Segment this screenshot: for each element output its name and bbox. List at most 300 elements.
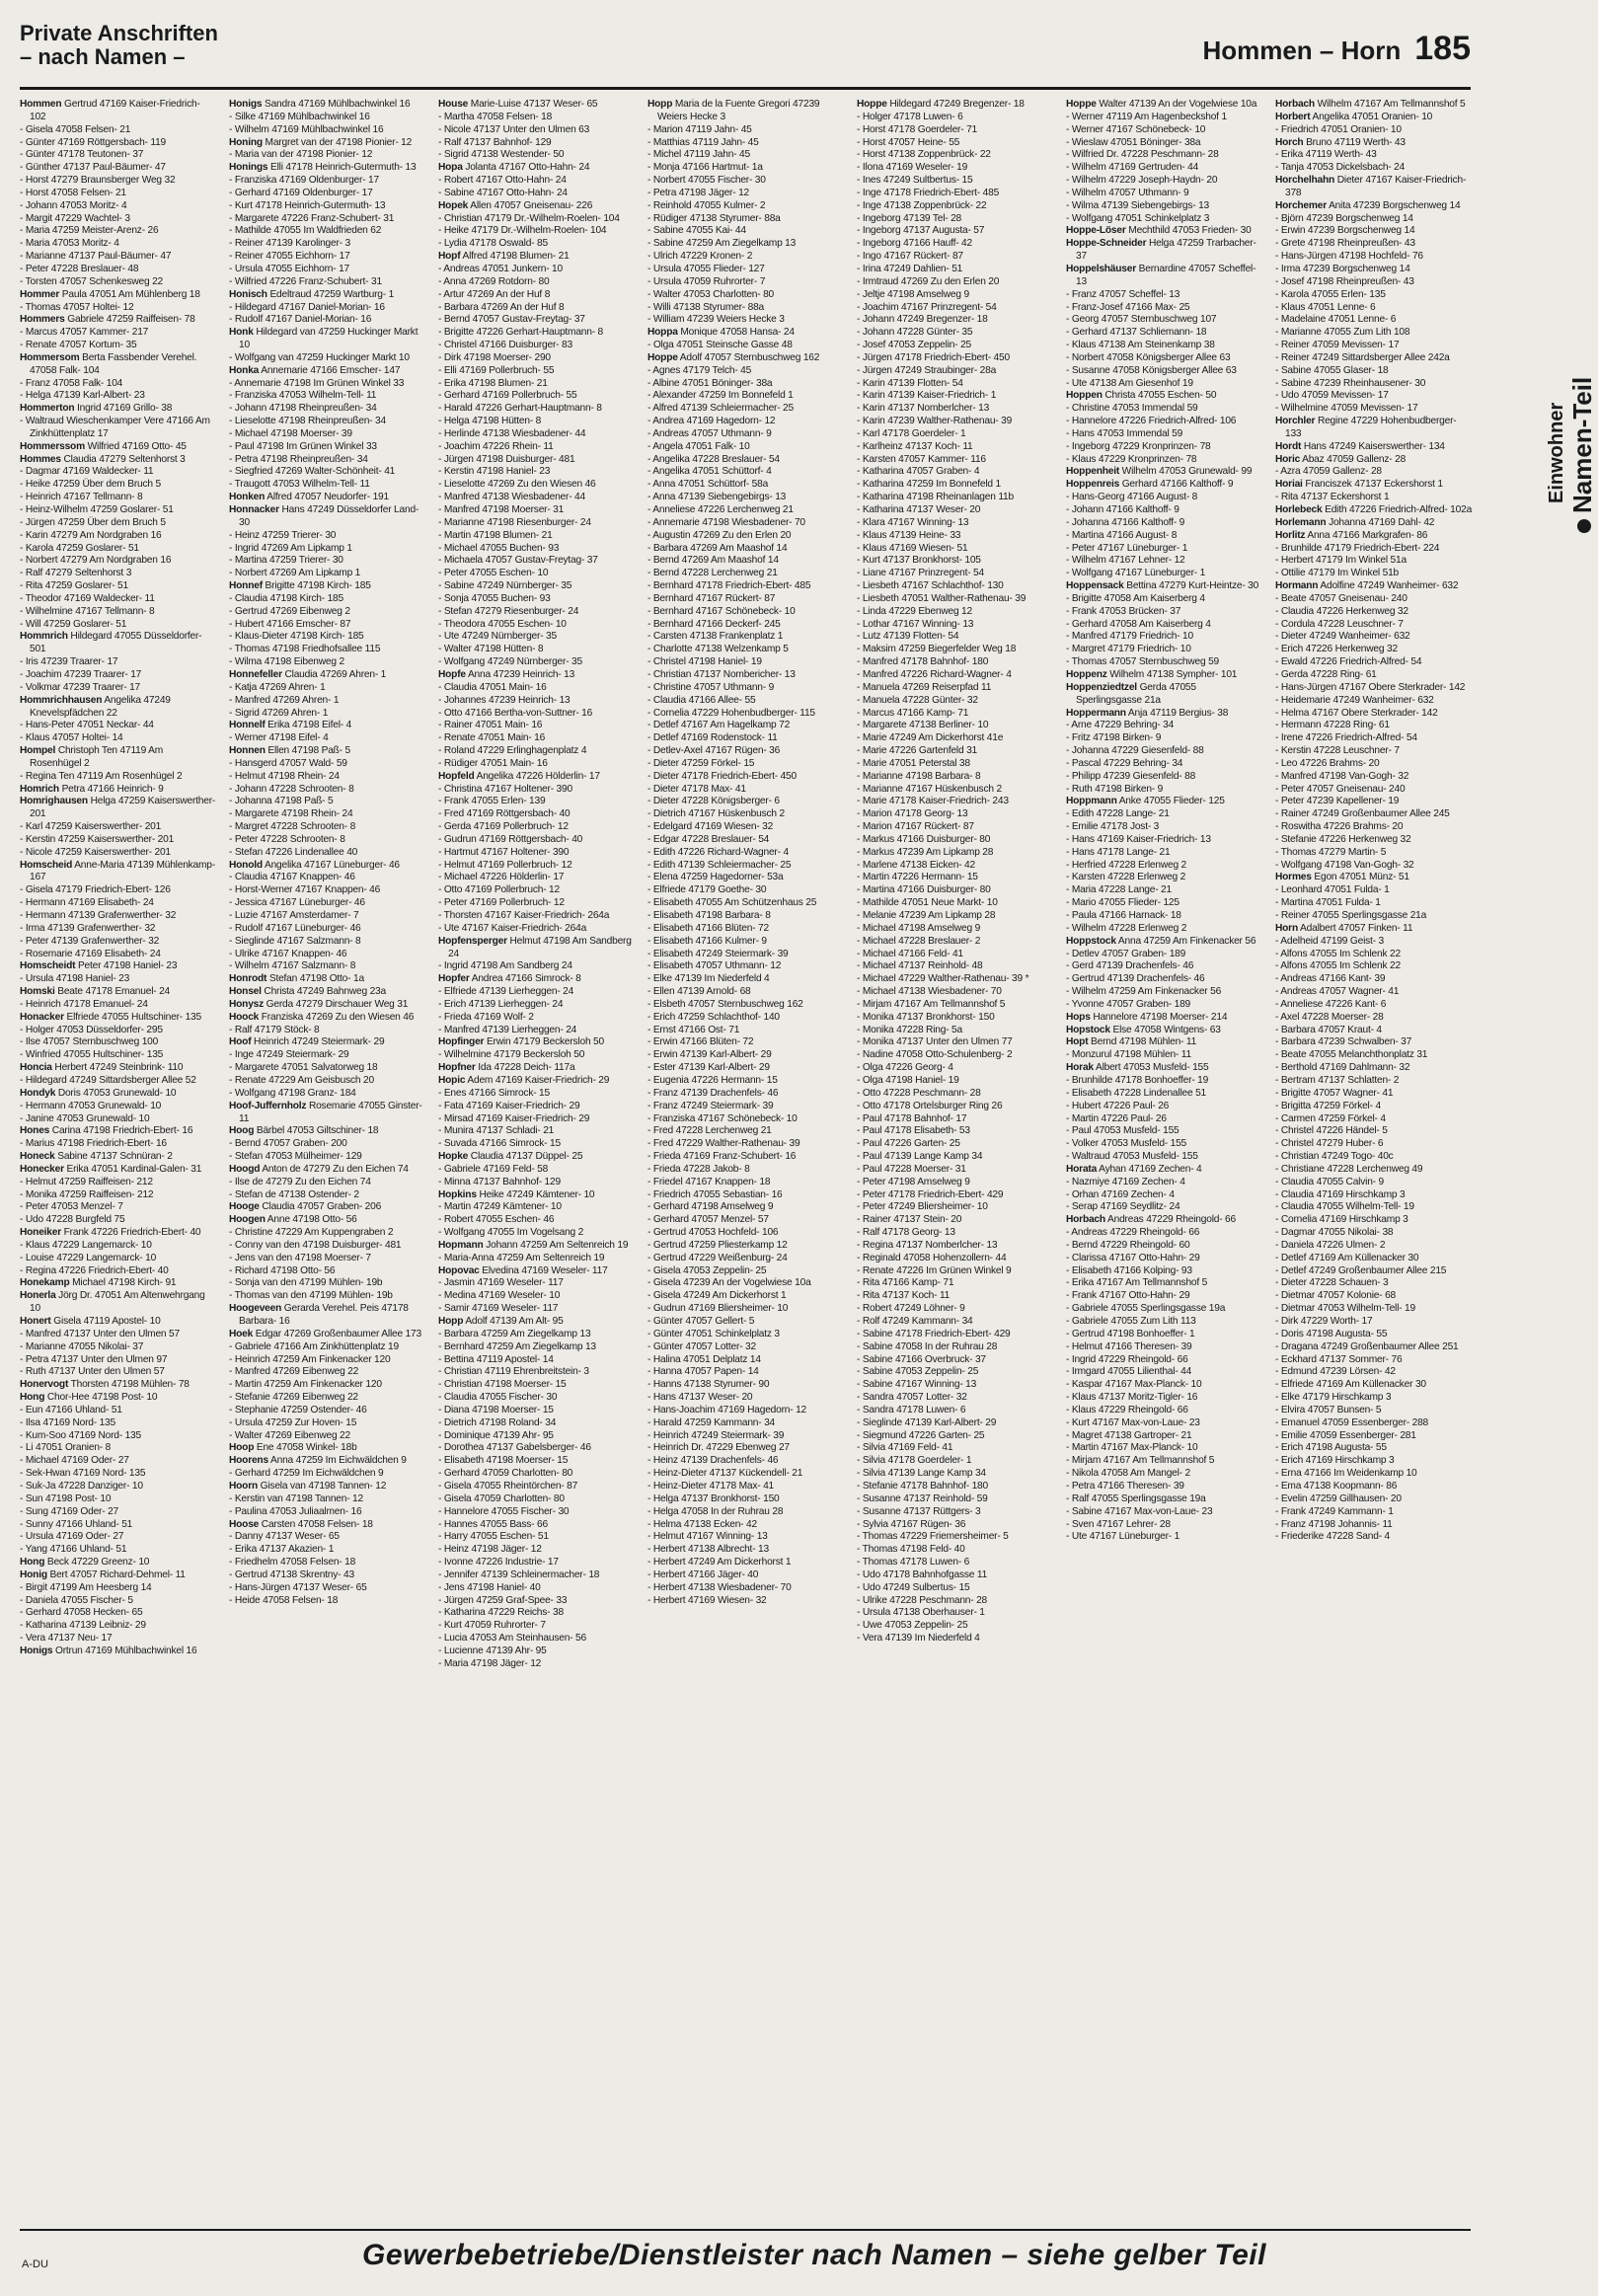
listing-entry — [20, 1519, 217, 1532]
entry-details: - Marianne 47198 Riesenburger- 24 — [438, 516, 591, 528]
entry-details: - Michaela 47057 Gustav-Freytag- 37 — [438, 555, 598, 567]
entry-details: Wilhelm 47138 Sympher- 101 — [1109, 668, 1238, 680]
listing-entry — [1275, 1316, 1473, 1329]
listing-entry — [1066, 1253, 1263, 1265]
entry-details: - Nicole 47137 Unter den Ulmen 63 — [438, 123, 590, 135]
listing-entry — [1066, 99, 1263, 112]
running-head — [1202, 30, 1471, 67]
listing-entry — [1066, 479, 1263, 492]
listing-entry — [647, 771, 845, 784]
listing-entry — [857, 302, 1054, 315]
listing-entry — [647, 1177, 845, 1189]
listing-entry — [20, 466, 217, 479]
entry-details: - Monika 47137 Bronkhorst- 150 — [857, 1011, 995, 1023]
entry-details: - Eugenia 47226 Hermann- 15 — [647, 1074, 778, 1086]
entry-details: - Brigitte 47226 Gerhart-Hauptmann- 8 — [438, 327, 604, 339]
entry-details: - Irene 47226 Friedrich-Alfred- 54 — [1275, 732, 1417, 744]
listing-entry — [857, 1214, 1054, 1227]
entry-details: - Hermann 47053 Grunewald- 10 — [20, 1100, 162, 1111]
entry-details: - Ute 47167 Kaiser-Friedrich- 264a — [438, 922, 587, 934]
listing-entry — [1275, 1101, 1473, 1113]
surname: Hompel — [20, 745, 56, 757]
listing-entry — [438, 936, 636, 961]
listing-entry — [20, 1620, 217, 1633]
entry-details: - Gisela 47053 Zeppelin- 25 — [647, 1264, 767, 1276]
listing-entry — [1275, 225, 1473, 238]
listing-entry — [20, 327, 217, 340]
entry-details: - Emanuel 47059 Essenberger- 288 — [1275, 1416, 1429, 1428]
entry-details: - Barbara 47269 An der Huf 8 — [438, 301, 565, 313]
entry-details: - Elke 47179 Hirschkamp 3 — [1275, 1392, 1392, 1404]
listing-entry — [229, 99, 426, 112]
surname: Honysz — [229, 998, 265, 1010]
entry-details: - Gudrun 47169 Bliersheimer- 10 — [647, 1303, 789, 1315]
entry-details: - Wolfgang 47051 Schinkelplatz 3 — [1066, 212, 1210, 224]
listing-entry — [1066, 1455, 1263, 1468]
entry-details: - Hartmut 47167 Holtener- 390 — [438, 846, 570, 858]
listing-entry — [857, 1392, 1054, 1405]
listing-entry — [857, 264, 1054, 276]
listing-entry — [229, 580, 426, 593]
listing-entry — [647, 1075, 845, 1088]
listing-entry — [647, 302, 845, 315]
entry-details: Jolanta 47167 Otto-Hahn- 24 — [465, 162, 590, 174]
listing-entry — [20, 973, 217, 986]
listing-entry — [1066, 834, 1263, 847]
entry-details: - Marianne 47167 Hüskenbusch 2 — [857, 783, 1002, 795]
entry-details: - Dorothea 47137 Gabelsberger- 46 — [438, 1442, 591, 1454]
entry-details: - Sunny 47166 Uhland- 51 — [20, 1518, 133, 1530]
surname: Horchler — [1275, 416, 1316, 427]
entry-details: - Renate 47057 Kortum- 35 — [20, 340, 137, 351]
entry-details: - Theodora 47055 Eschen- 10 — [438, 618, 567, 630]
listing-entry — [647, 1164, 845, 1177]
listing-entry — [1066, 1177, 1263, 1189]
entry-details: - Christian 47137 Nombericher- 13 — [647, 668, 796, 680]
entry-details: - Hans 47053 Immendal 59 — [1066, 427, 1183, 439]
surname: Hoose — [229, 1518, 260, 1530]
entry-details: - Holger 47053 Düsseldorfer- 295 — [20, 1024, 163, 1035]
listing-entry — [438, 99, 636, 112]
listing-entry — [647, 175, 845, 188]
entry-details: Hildegard 47055 Düsseldorfer- 501 — [30, 631, 202, 655]
listing-entry — [229, 264, 426, 276]
listing-entry — [1066, 365, 1263, 378]
listing-entry — [20, 796, 217, 821]
entry-details: Franciszek 47137 Eckershorst 1 — [1305, 479, 1443, 491]
entry-details: - Samir 47169 Weseler- 117 — [438, 1303, 559, 1315]
entry-details: Chor-Hee 47198 Post- 10 — [46, 1392, 158, 1404]
listing-entry — [1066, 580, 1263, 593]
entry-details: - Andreas 47166 Kant- 39 — [1275, 973, 1386, 985]
entry-details: Anna 47239 Heinrich- 13 — [467, 668, 575, 680]
entry-details: - Wilhelmine 47167 Tellmann- 8 — [20, 605, 155, 617]
listing-entry — [857, 99, 1054, 112]
listing-entry — [20, 1227, 217, 1240]
listing-entry — [1066, 1329, 1263, 1341]
listing-entry — [1066, 745, 1263, 758]
entry-details: - Daniela 47226 Ulmen- 2 — [1275, 1239, 1386, 1251]
entry-details: - Marianne 47198 Barbara- 8 — [857, 770, 981, 782]
listing-entry — [647, 276, 845, 289]
listing-entry — [1275, 1151, 1473, 1164]
listing-entry — [857, 1379, 1054, 1392]
listing-entry — [20, 1417, 217, 1430]
entry-details: - Manfred 47137 Unter den Ulmen 57 — [20, 1328, 180, 1339]
listing-entry — [857, 1455, 1054, 1468]
surname: Hoppenheit — [1066, 466, 1120, 478]
listing-entry — [647, 1265, 845, 1278]
listing-entry — [1066, 225, 1263, 238]
listing-entry — [647, 606, 845, 619]
listing-entry — [1066, 593, 1263, 606]
footer-rule — [20, 2229, 1471, 2231]
entry-details: - Katja 47269 Ahren- 1 — [229, 681, 326, 693]
entry-details: - Gerhard 47259 Im Eichwäldchen 9 — [229, 1468, 384, 1480]
surname: Hoorn — [229, 1480, 258, 1492]
entry-details: - Anna 47139 Siebengebirgs- 13 — [647, 492, 787, 503]
entry-details: - Beate 47055 Melanchthonplatz 31 — [1275, 1049, 1428, 1061]
entry-details: Abaz 47059 Gallenz- 28 — [1302, 453, 1407, 465]
listing-entry — [438, 1468, 636, 1481]
listing-entry — [20, 1316, 217, 1329]
entry-details: - Reiner 47249 Sittardsberger Allee 242a — [1275, 351, 1450, 363]
listing-entry — [1275, 834, 1473, 847]
listing-entry — [647, 327, 845, 340]
entry-details: - Marcus 47166 Kamp- 71 — [857, 707, 969, 719]
entry-details: - Erich 47226 Herkenweg 32 — [1275, 644, 1398, 655]
entry-details: - Herfried 47228 Erlenweg 2 — [1066, 859, 1187, 871]
listing-entry — [438, 1189, 636, 1202]
entry-details: Hildegard van 47259 Huckinger Markt 10 — [239, 327, 419, 351]
entry-details: - Manfred 47269 Eibenweg 22 — [229, 1366, 359, 1378]
listing-entry — [229, 1379, 426, 1392]
entry-details: - Stefan de 47138 Ostender- 2 — [229, 1188, 359, 1200]
listing-entry — [1066, 720, 1263, 732]
listing-entry — [1066, 289, 1263, 302]
entry-details: - Angelika 47051 Schüttorf- 4 — [647, 466, 772, 478]
entry-details: - Edith 47226 Richard-Wagner- 4 — [647, 846, 789, 858]
entry-details: - Elvira 47057 Bunsen- 5 — [1275, 1404, 1382, 1416]
listing-entry — [438, 872, 636, 884]
listing-entry — [438, 1201, 636, 1214]
listing-entry — [1275, 1493, 1473, 1506]
entry-details: - Sabine 47166 Overbruck- 37 — [857, 1353, 986, 1365]
entry-details: - Lydia 47178 Oswald- 85 — [438, 238, 548, 250]
listing-entry — [857, 949, 1054, 961]
surname: Honken — [229, 492, 266, 503]
listing-entry — [229, 619, 426, 632]
listing-entry — [1275, 466, 1473, 479]
listing-entry — [20, 1113, 217, 1126]
entry-details: - Beate 47057 Gneisenau- 240 — [1275, 592, 1408, 604]
entry-details: - Horst-Werner 47167 Knappen- 46 — [229, 884, 381, 896]
listing-entry — [1066, 517, 1263, 530]
surname: Hopovac — [438, 1264, 480, 1276]
listing-entry — [229, 1481, 426, 1493]
entry-details: Edgar 47269 Großenbaumer Allee 173 — [255, 1328, 421, 1339]
listing-entry — [857, 188, 1054, 200]
listing-entry — [1275, 580, 1473, 593]
listing-entry — [1275, 1519, 1473, 1532]
entry-details: Wilhelm 47053 Grunewald- 99 — [1121, 466, 1253, 478]
listing-entry — [647, 1341, 845, 1354]
entry-details: - Inge 47178 Friedrich-Ebert- 485 — [857, 187, 1000, 198]
listing-entry — [229, 441, 426, 454]
entry-details: - Inge 47138 Zoppenbrück- 22 — [857, 199, 987, 211]
entry-details: - Gerhard 47057 Menzel- 57 — [647, 1214, 769, 1226]
entry-details: - Alexander 47259 Im Bonnefeld 1 — [647, 390, 794, 402]
entry-details: - Ingeborg 47166 Hauff- 42 — [857, 238, 972, 250]
entry-details: - Robert 47249 Löhner- 9 — [857, 1303, 965, 1315]
listing-entry — [1275, 682, 1473, 695]
listing-entry — [1066, 568, 1263, 580]
entry-details: - Heinz 47259 Trierer- 30 — [229, 529, 337, 541]
entry-details: - Anna 47051 Schüttorf- 58a — [647, 479, 769, 491]
entry-details: - Gertrud 47138 Skrentny- 43 — [229, 1569, 354, 1580]
entry-details: Claudia 47057 Graben- 206 — [262, 1201, 382, 1213]
listing-entry — [1275, 847, 1473, 860]
entry-details: - Claudia 47055 Fischer- 30 — [438, 1392, 558, 1404]
listing-entry — [229, 1329, 426, 1341]
entry-details: - Katharina 47139 Leibniz- 29 — [20, 1620, 146, 1632]
listing-entry — [229, 213, 426, 226]
entry-details: - Volker 47053 Musfeld- 155 — [1066, 1138, 1187, 1150]
listing-entry — [647, 1253, 845, 1265]
listing-entry — [857, 428, 1054, 441]
listing-entry — [647, 1544, 845, 1557]
entry-details: - Katharina 47198 Rheinanlagen 11b — [857, 492, 1014, 503]
entry-details: - Claudia 47167 Knappen- 46 — [229, 872, 355, 883]
entry-details: - Tanja 47053 Dickelsbach- 24 — [1275, 162, 1406, 174]
entry-details: - Helma 47138 Ecken- 42 — [647, 1518, 757, 1530]
entry-details: Rosemarie 47055 Ginster- 11 — [239, 1100, 422, 1124]
listing-entry — [647, 1506, 845, 1519]
surname: Hopfer — [438, 973, 470, 985]
listing-entry — [20, 441, 217, 454]
listing-entry — [1275, 479, 1473, 492]
listing-entry — [20, 1049, 217, 1062]
listing-entry — [647, 200, 845, 213]
entry-details: - Claudia 47198 Kirch- 185 — [229, 592, 343, 604]
listing-entry — [1275, 973, 1473, 986]
listing-entry — [438, 213, 636, 226]
listing-entry — [1066, 1442, 1263, 1455]
listing-entry — [647, 188, 845, 200]
entry-details: - Martin 47249 Kämtener- 10 — [438, 1201, 562, 1213]
listing-entry — [1275, 949, 1473, 961]
surname: Hong — [20, 1557, 45, 1569]
entry-details: - Dagmar 47169 Waldecker- 11 — [20, 466, 154, 478]
entry-details: - Christine 47053 Immendal 59 — [1066, 403, 1198, 415]
listing-entry — [1275, 884, 1473, 897]
listing-entry — [438, 1633, 636, 1645]
listing-entry — [229, 771, 426, 784]
entry-details: Dieter 47167 Kaiser-Friedrich- 378 — [1285, 175, 1467, 198]
listing-entry — [229, 949, 426, 961]
listing-entry — [1275, 808, 1473, 821]
listing-entry — [857, 1113, 1054, 1126]
listing-entry — [1066, 1125, 1263, 1138]
entry-details: - Ralf 47137 Bahnhof- 129 — [438, 136, 552, 148]
entry-details: - Johann 47053 Moritz- 4 — [20, 199, 127, 211]
entry-details: - Volkmar 47239 Traarer- 17 — [20, 681, 141, 693]
entry-details: - Edmund 47239 Lörsen- 42 — [1275, 1366, 1396, 1378]
listing-entry — [647, 1392, 845, 1405]
entry-details: - Barbara 47259 Am Ziegelkamp 13 — [438, 1328, 591, 1339]
listing-entry — [1066, 543, 1263, 556]
entry-details: - Edgar 47228 Breslauer- 54 — [647, 833, 770, 845]
entry-details: - Ursula 47138 Oberhauser- 1 — [857, 1607, 985, 1619]
listing-entry — [647, 568, 845, 580]
surname: Hopp — [438, 1316, 464, 1327]
entry-details: - Detlev 47057 Graben- 189 — [1066, 948, 1186, 959]
listing-entry — [857, 1544, 1054, 1557]
surname: Honert — [20, 1316, 51, 1327]
surname: Horn — [1275, 922, 1298, 934]
entry-details: - Petra 47198 Rheinpreußen- 34 — [229, 453, 368, 465]
entry-details: - Monja 47166 Hartmut- 1a — [647, 162, 763, 174]
listing-entry — [647, 1531, 845, 1544]
listing-entry — [1066, 631, 1263, 644]
entry-details: Sandra 47169 Mühlbachwinkel 16 — [264, 99, 411, 110]
listing-entry — [229, 1012, 426, 1025]
listing-entry — [647, 1595, 845, 1608]
listing-entry — [647, 492, 845, 504]
listing-entry — [647, 923, 845, 936]
entry-details: - Hansgerd 47057 Wald- 59 — [229, 757, 347, 769]
listing-entry — [229, 1392, 426, 1405]
listing-entry — [1275, 796, 1473, 808]
entry-details: - Marion 47167 Rückert- 87 — [857, 821, 974, 833]
listing-entry — [647, 1125, 845, 1138]
entry-details: Ellen 47198 Paß- 5 — [267, 745, 350, 757]
listing-entry — [438, 1417, 636, 1430]
entry-details: - Klaus 47057 Holtei- 14 — [20, 732, 123, 744]
listing-entry — [1066, 1481, 1263, 1493]
entry-details: Gerda 47279 Dirschauer Weg 31 — [266, 998, 409, 1010]
listing-entry — [857, 225, 1054, 238]
listing-entry — [438, 289, 636, 302]
entry-details: - Manfred 47269 Ahren- 1 — [229, 694, 340, 706]
listing-entry — [229, 1240, 426, 1253]
entry-details: - Robert 47167 Otto-Hahn- 24 — [438, 175, 567, 187]
listing-entry — [229, 428, 426, 441]
listing-entry — [1275, 441, 1473, 454]
entry-details: - Klaus-Dieter 47198 Kirch- 185 — [229, 631, 364, 643]
entry-details: - Heinz-Wilhelm 47259 Goslarer- 51 — [20, 504, 174, 515]
entry-details: - Johann 47198 Rheinpreußen- 34 — [229, 403, 377, 415]
surname: Hordt — [1275, 440, 1302, 452]
entry-details: - Mirjam 47167 Am Tellmannshof 5 — [1066, 1455, 1215, 1467]
entry-details: Annemarie 47166 Emscher- 147 — [261, 364, 401, 376]
entry-details: - Evelin 47259 Gillhausen- 20 — [1275, 1492, 1402, 1504]
entry-details: - Iris 47239 Traarer- 17 — [20, 656, 118, 668]
listing-entry — [857, 175, 1054, 188]
listing-entry — [647, 1519, 845, 1532]
entry-details: Herbert 47249 Steinbrink- 110 — [54, 1062, 184, 1074]
listing-entry — [857, 1531, 1054, 1544]
listing-entry — [857, 517, 1054, 530]
listing-entry — [857, 999, 1054, 1012]
surname: Hones — [20, 1125, 50, 1137]
listing-entry — [1066, 175, 1263, 188]
entry-details: - Franz 47058 Falk- 104 — [20, 377, 123, 389]
entry-details: - Stefan 47226 Lindenallee 40 — [229, 846, 358, 858]
entry-details: - Stephanie 47259 Ostender- 46 — [229, 1404, 367, 1416]
listing-entry — [438, 1506, 636, 1519]
listing-entry — [1066, 1113, 1263, 1126]
entry-details: - Gerhard 47137 Schliemann- 18 — [1066, 327, 1207, 339]
entry-details: Adolf 47057 Sternbuschweg 162 — [679, 351, 820, 363]
entry-details: - Susanne 47058 Königsberger Allee 63 — [1066, 364, 1237, 376]
entry-details: - Ursula 47259 Zur Hoven- 15 — [229, 1416, 357, 1428]
surname: Hopfinger — [438, 1036, 485, 1048]
entry-details: - Gerhard 47059 Charlotten- 80 — [438, 1468, 573, 1480]
listing-entry — [647, 149, 845, 162]
listing-entry — [229, 1595, 426, 1608]
listing-entry — [1066, 771, 1263, 784]
entry-details: - Bernhard 47178 Friedrich-Ebert- 485 — [647, 580, 811, 592]
listing-entry — [1066, 784, 1263, 797]
listing-entry — [857, 314, 1054, 327]
listing-entry — [229, 1164, 426, 1177]
listing-entry — [438, 428, 636, 441]
entry-details: - Martin 47226 Hermann- 15 — [857, 872, 978, 883]
listing-entry — [857, 454, 1054, 467]
entry-details: Anja 47119 Bergius- 38 — [1127, 707, 1229, 719]
entry-details: - Michael 47198 Moerser- 39 — [229, 427, 352, 439]
listing-entry — [20, 1557, 217, 1569]
entry-details: Paula 47051 Am Mühlenberg 18 — [61, 288, 200, 300]
entry-details: - Andrea 47169 Hagedorn- 12 — [647, 416, 776, 427]
listing-entry — [1275, 745, 1473, 758]
entry-details: - Rüdiger 47138 Styrumer- 88a — [647, 212, 781, 224]
listing-entry — [1275, 923, 1473, 936]
listing-entry — [438, 314, 636, 327]
listing-entry — [1275, 732, 1473, 745]
listing-entry — [1275, 606, 1473, 619]
listing-entry — [20, 289, 217, 302]
listing-entry — [857, 1290, 1054, 1303]
listing-entry — [20, 745, 217, 771]
listing-entry — [20, 225, 217, 238]
listing-entry — [1066, 656, 1263, 669]
listing-entry — [229, 1025, 426, 1037]
entry-details: - Madelaine 47051 Lenne- 6 — [1275, 314, 1397, 326]
listing-entry — [229, 808, 426, 821]
entry-details: - Joachim 47167 Prinzregent- 54 — [857, 301, 997, 313]
entry-details: - Enes 47166 Simrock- 15 — [438, 1087, 550, 1099]
listing-entry — [1066, 973, 1263, 986]
listing-entry — [647, 251, 845, 264]
listing-entry — [229, 1227, 426, 1240]
entry-details: - Ulrich 47229 Kronen- 2 — [647, 251, 753, 263]
entry-details: Johann 47259 Am Seltenreich 19 — [486, 1239, 629, 1251]
entry-details: - Barbara 47239 Schwalben- 37 — [1275, 1036, 1412, 1048]
listing-entry — [229, 124, 426, 137]
listing-entry — [438, 986, 636, 999]
page-header — [20, 22, 1471, 81]
listing-entry — [20, 606, 217, 619]
entry-details: - Hubert 47226 Paul- 26 — [1066, 1100, 1170, 1111]
entry-details: - Helga 47139 Karl-Albert- 23 — [20, 390, 145, 402]
listing-entry — [229, 1253, 426, 1265]
entry-details: - Bernhard 47167 Schönebeck- 10 — [647, 605, 796, 617]
listing-entry — [438, 1569, 636, 1582]
surname: Honnen — [229, 745, 266, 757]
surname: Honka — [229, 364, 260, 376]
